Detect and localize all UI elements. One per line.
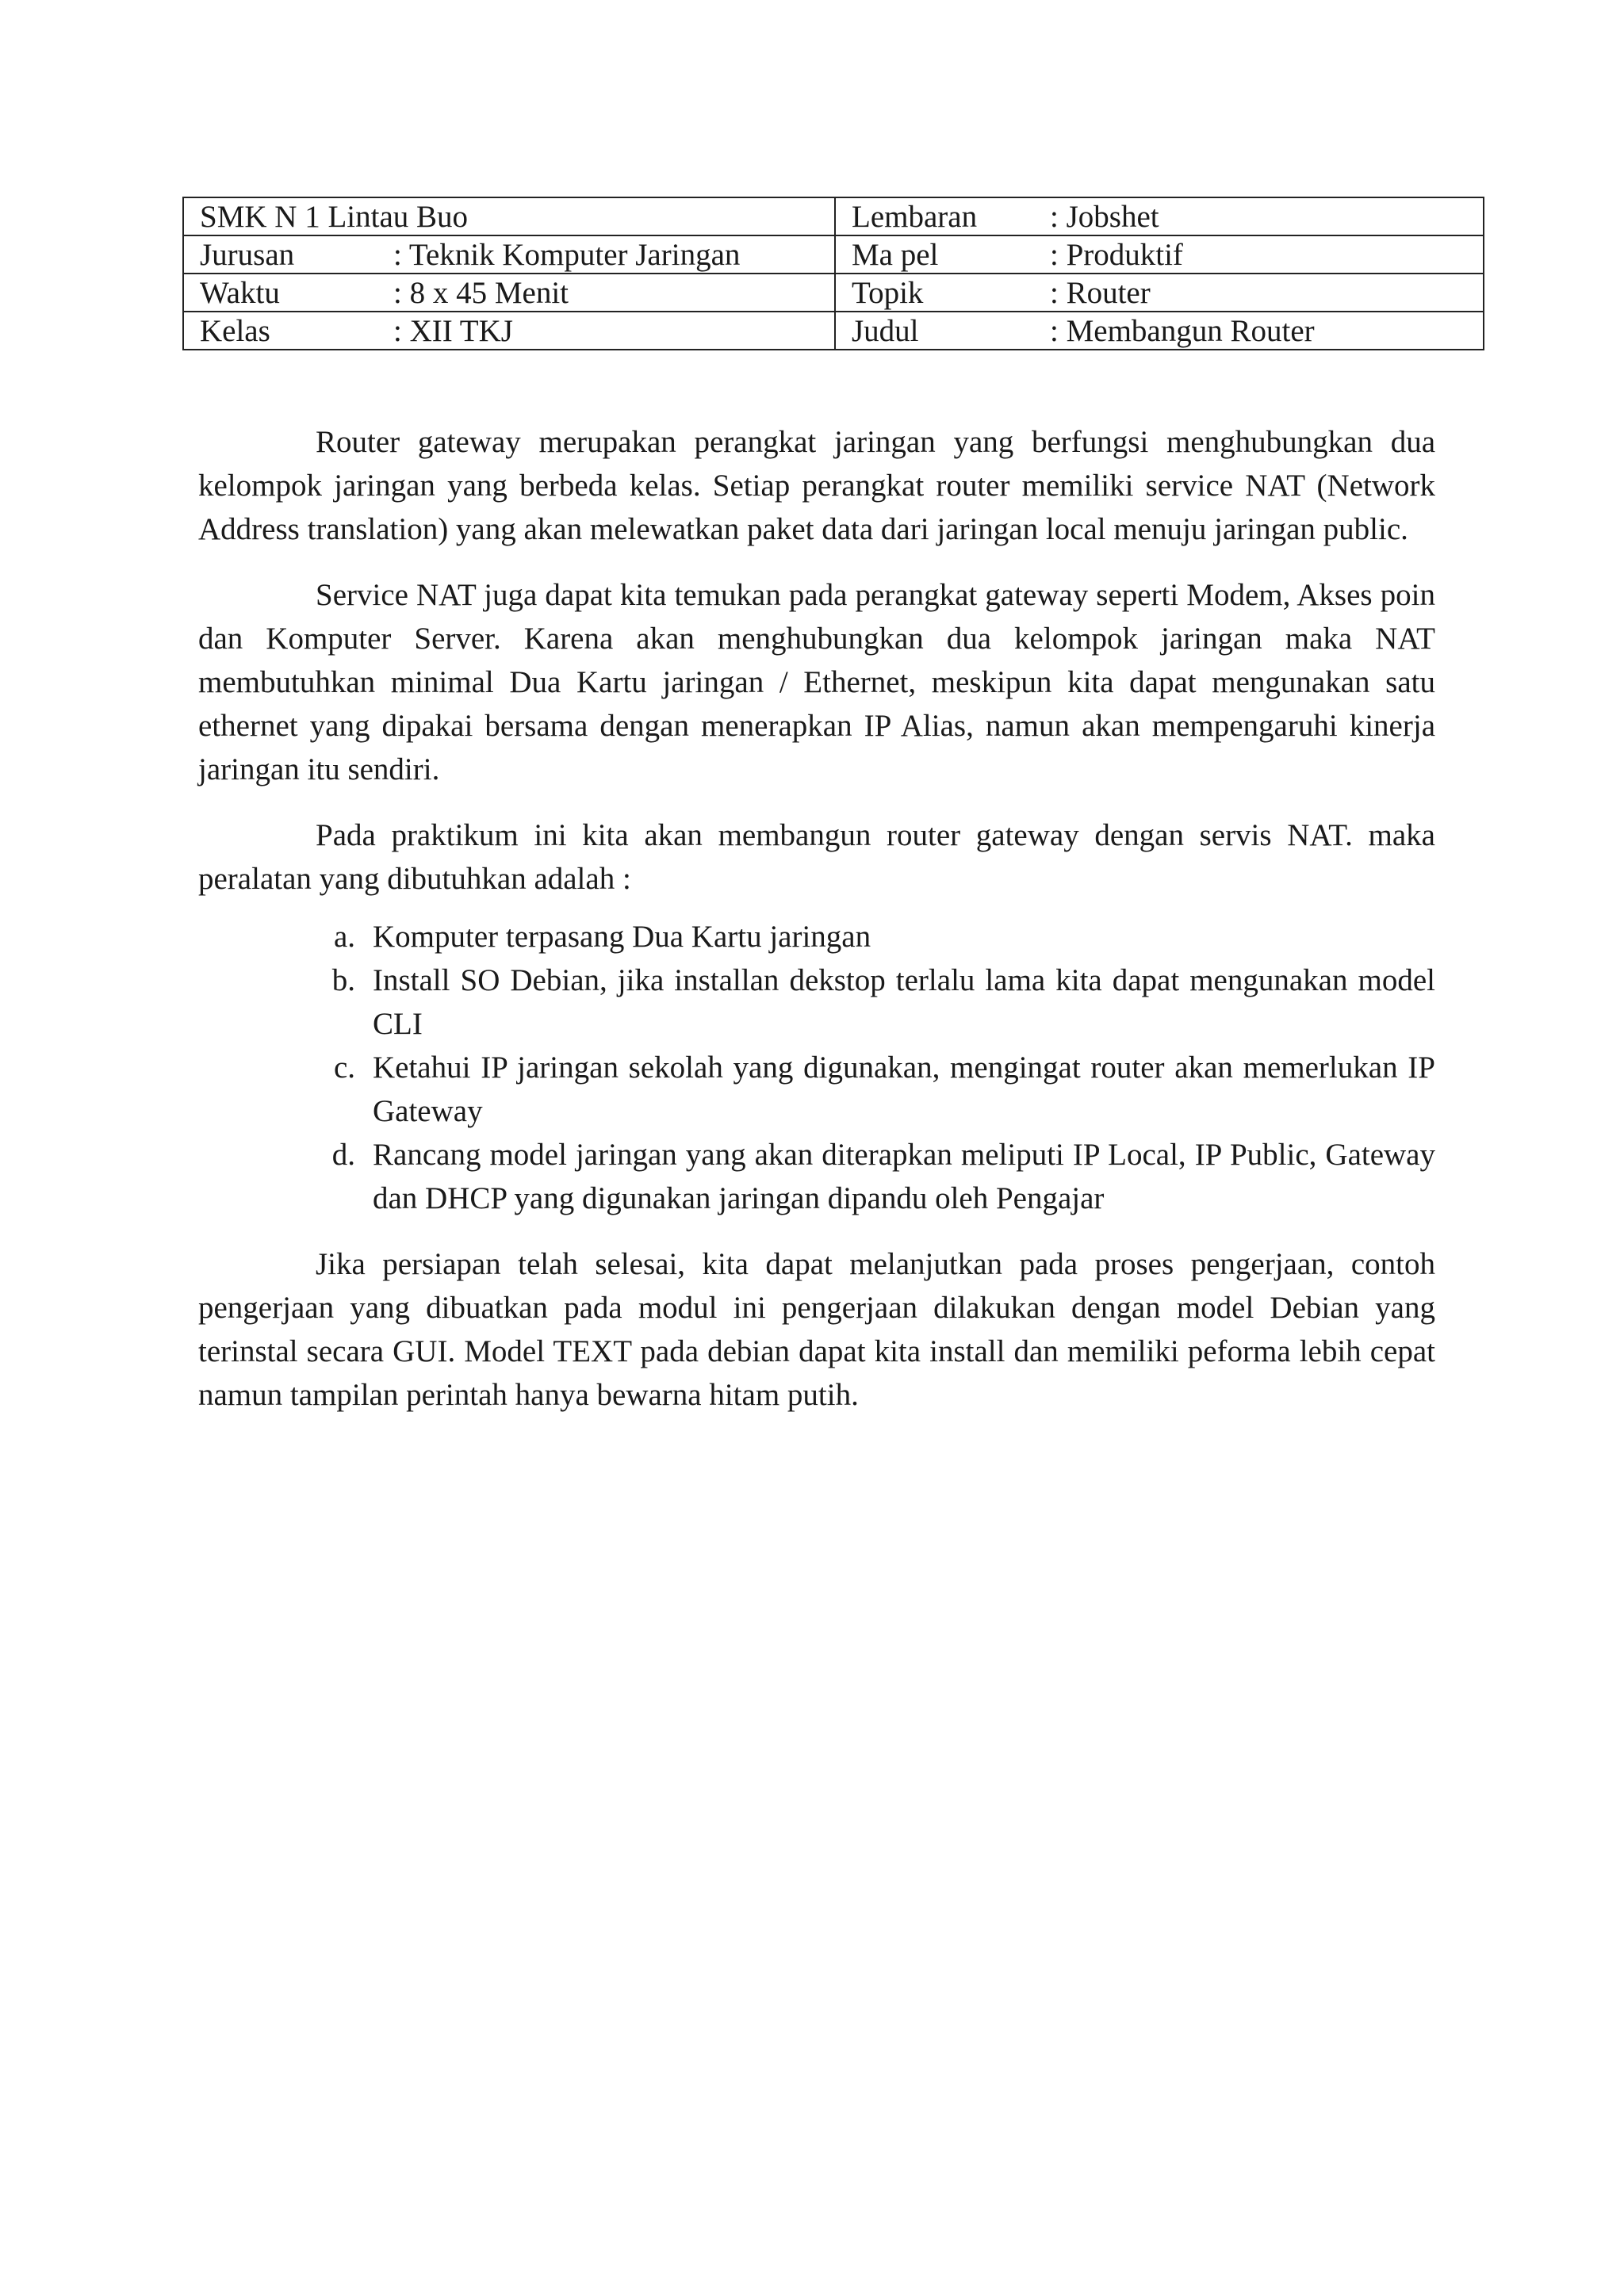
paragraph-praktikum: Pada praktikum ini kita akan membangun router gateway dengan servis NAT. maka peralatan yang dibutuhkan adalah : <box>198 818 1435 896</box>
list-marker: a. <box>333 920 355 954</box>
header-right-cell <box>835 197 1484 235</box>
header-row <box>183 235 1484 274</box>
school-name: SMK N 1 Lintau Buo <box>200 199 469 234</box>
header-right-cell <box>835 312 1484 350</box>
lembaran-value: : Jobshet <box>1050 199 1159 234</box>
list-item <box>198 959 1435 1046</box>
header-right-cell <box>835 274 1484 312</box>
equipment-list <box>198 915 1435 1220</box>
header-left-cell <box>183 274 835 312</box>
header-row <box>183 312 1484 350</box>
judul-value: : Membangun Router <box>1050 313 1315 348</box>
header-row <box>183 274 1484 312</box>
topik-label: Topik <box>852 275 924 310</box>
jurusan-value: : Teknik Komputer Jaringan <box>393 237 741 272</box>
list-item <box>198 1046 1435 1133</box>
list-marker: d. <box>331 1138 355 1172</box>
header-left-cell <box>183 312 835 350</box>
header-row <box>183 197 1484 235</box>
list-marker: b. <box>331 963 355 997</box>
lembaran-label: Lembaran <box>852 199 978 234</box>
list-marker: c. <box>333 1050 355 1085</box>
waktu-label: Waktu <box>200 275 280 310</box>
header-left-cell <box>183 235 835 274</box>
kelas-label: Kelas <box>200 313 270 348</box>
topik-value: : Router <box>1050 275 1151 310</box>
header-right-cell <box>835 235 1484 274</box>
list-item <box>198 1133 1435 1220</box>
list-item-text: Ketahui IP jaringan sekolah yang digunakan, mengingat router akan memerlukan IP Gateway <box>373 1050 1435 1128</box>
paragraph-nat-service: Service NAT juga dapat kita temukan pada perangkat gateway seperti Modem, Akses poin dan Komputer Server. Karena akan menghubungkan dua kelompok jaringan maka NAT membutuhkan minimal Dua Kartu jaringan / Ethernet, meskipun kita dapat mengunakan satu ethernet yang dipakai bersama dengan menerapkan IP Alias, namun akan mempengaruhi kinerja jaringan itu sendiri. <box>198 578 1435 786</box>
paragraph-conclusion: Jika persiapan telah selesai, kita dapat melanjutkan pada proses pengerjaan, contoh pengerjaan yang dibuatkan pada modul ini pengerjaan dilakukan dengan model Debian yang terinstal secara GUI. Model TEXT pada debian dapat kita install dan memiliki peforma lebih cepat namun tampilan perintah hanya bewarna hitam putih. <box>198 1247 1435 1412</box>
jurusan-label: Jurusan <box>200 237 295 272</box>
header-table <box>182 197 1484 350</box>
list-item-text: Komputer terpasang Dua Kartu jaringan <box>373 920 871 954</box>
judul-label: Judul <box>852 313 919 348</box>
mapel-label: Ma pel <box>852 237 939 272</box>
mapel-value: : Produktif <box>1050 237 1183 272</box>
list-item-text: Install SO Debian, jika installan dekstop terlalu lama kita dapat mengunakan model CLI <box>373 963 1435 1041</box>
paragraph-intro: Router gateway merupakan perangkat jaringan yang berfungsi menghubungkan dua kelompok jaringan yang berbeda kelas. Setiap perangkat router memiliki service NAT (Network Address translation) yang akan melewatkan paket data dari jaringan local menuju jaringan public. <box>198 425 1435 546</box>
waktu-value: : 8 x 45 Menit <box>393 275 569 310</box>
list-item-text: Rancang model jaringan yang akan diterapkan meliputi IP Local, IP Public, Gateway dan DHCP yang digunakan jaringan dipandu oleh Pengajar <box>373 1138 1435 1215</box>
kelas-value: : XII TKJ <box>393 313 513 348</box>
list-item <box>198 915 1435 959</box>
school-name-cell <box>183 197 835 235</box>
document-body <box>198 420 1435 1439</box>
